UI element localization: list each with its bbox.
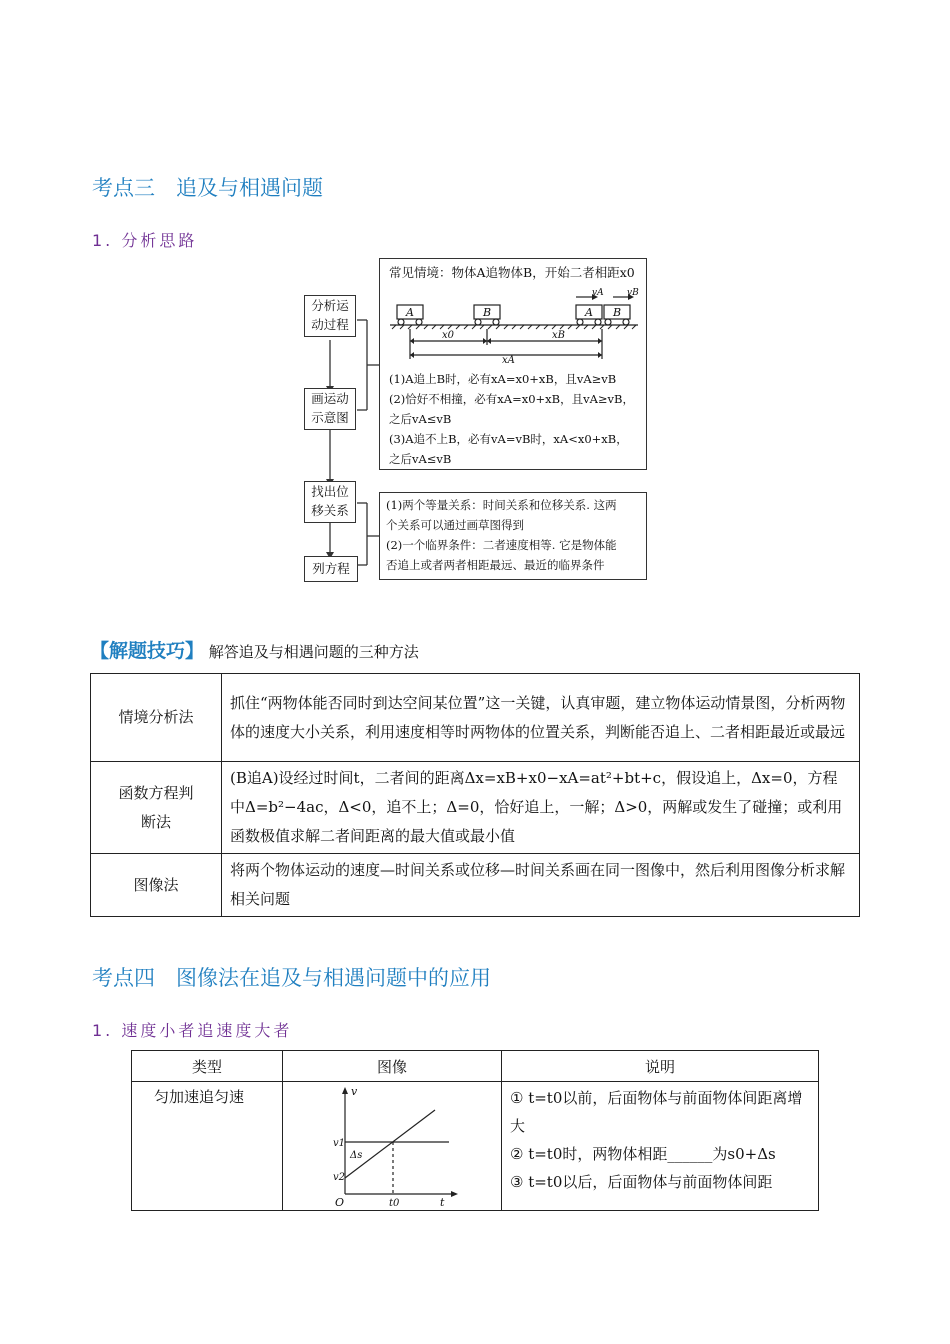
section-title: 考点三 追及与相遇问题 — [92, 176, 323, 200]
relation-line-4: 否追上或者两者相距最远、最近的临界条件 — [386, 558, 605, 572]
method-desc: (B追A)设经过时间t，二者间的距离Δx=xB+x0−xA=at²+bt+c，假设追上，Δx=0，方程中Δ=b²−4ac，Δ<0，追不上；Δ=0，恰好追上，一解；Δ>0，两解或发生了碰撞；或利用函数极值求解二者间距离的最大值或最小值 — [222, 762, 860, 854]
condition-3-cont: 之后vA≤vB — [389, 452, 452, 466]
table-row — [91, 854, 860, 917]
va-label: vA — [592, 288, 604, 298]
v1-label: v1 — [333, 1138, 346, 1149]
car-b2-label: B — [613, 306, 622, 319]
motion-diagram — [380, 285, 646, 363]
flow-step-4 — [304, 556, 358, 582]
v2-label: v2 — [333, 1172, 346, 1183]
note-3: ③ t=t0以后，后面物体与前面物体间距 — [510, 1173, 773, 1191]
table-row — [91, 674, 860, 762]
method-name: 情境分析法 — [91, 674, 222, 762]
condition-2: (2)恰好不相撞，必有xA=x0+xB，且vA≥vB， — [389, 392, 634, 406]
note-2: ② t=t0时，两物体相距______为s0+Δs — [510, 1145, 776, 1163]
graph-table — [131, 1050, 819, 1211]
vt-graph — [283, 1082, 499, 1206]
type-cell: 匀加速追匀速 — [132, 1082, 283, 1211]
method-desc: 抓住“两物体能否同时到达空间某位置”这一关键，认真审题，建立物体运动情景图，分析两物体的速度大小关系，利用速度相等时两物体的位置关系，判断能否追上、二者相距最近或最远 — [222, 674, 860, 762]
axis-t-label: t — [440, 1196, 445, 1206]
t0-label: t0 — [389, 1198, 400, 1206]
tips-text: 解答追及与相遇问题的三种方法 — [208, 643, 419, 661]
condition-list — [389, 369, 634, 469]
flow-step-2-line-2: 示意图 — [311, 410, 349, 425]
note-cell — [502, 1082, 819, 1211]
tips-label: 【解题技巧】 — [90, 640, 205, 662]
table-row — [132, 1082, 819, 1211]
car-b-label: B — [483, 306, 492, 319]
graph-cell — [283, 1082, 502, 1211]
flow-step-1-line-2: 动过程 — [311, 317, 349, 332]
relation-line-3: (2)一个临界条件：二者速度相等. 它是物体能 — [386, 538, 617, 552]
scene-box — [379, 258, 647, 470]
xa-label: xA — [502, 355, 515, 363]
subsection-title: 1. 分析思路 — [92, 231, 198, 250]
section-title: 考点四 图像法在追及与相遇问题中的应用 — [92, 966, 491, 990]
table-row — [91, 762, 860, 854]
car-a2-label: A — [585, 306, 593, 319]
relations-box — [379, 492, 647, 580]
x0-label: x0 — [442, 330, 455, 341]
methods-table — [90, 673, 860, 917]
axis-v-label: v — [351, 1085, 358, 1098]
flow-step-3-line-1: 找出位 — [311, 484, 349, 499]
ds-label: Δs — [350, 1150, 363, 1161]
method-name-text: 函数方程判断法 — [118, 783, 194, 831]
note-1: ① t=t0以前，后面物体与前面物体间距离增大 — [510, 1089, 803, 1135]
flow-step-2 — [304, 388, 356, 430]
condition-3: (3)A追不上B，必有vA=vB时，xA<x0+xB， — [389, 432, 628, 446]
relation-line-2: 个关系可以通过画草图得到 — [386, 518, 524, 532]
header-note: 说明 — [502, 1051, 819, 1082]
subsection-title: 1. 速度小者追速度大者 — [92, 1021, 293, 1040]
header-type: 类型 — [132, 1051, 283, 1082]
condition-1: (1)A追上B时，必有xA=x0+xB，且vA≥vB — [389, 372, 617, 386]
method-name — [91, 762, 222, 854]
header-graph: 图像 — [283, 1051, 502, 1082]
flow-step-3-line-2: 移关系 — [311, 503, 349, 518]
flow-step-4-line-1: 列方程 — [312, 561, 350, 576]
vb-label: vB — [627, 288, 639, 298]
origin-label: O — [335, 1196, 345, 1206]
table-header-row — [132, 1051, 819, 1082]
method-desc: 将两个物体运动的速度—时间关系或位移—时间关系画在同一图像中，然后利用图像分析求解相关问题 — [222, 854, 860, 917]
xb-label: xB — [552, 330, 565, 341]
condition-2-cont: 之后vA≤vB — [389, 412, 452, 426]
tips-heading — [90, 636, 419, 663]
scene-title: 常见情境：物体A追物体B，开始二者相距x0 — [389, 265, 635, 280]
flow-step-1 — [304, 295, 356, 337]
relation-line-1: (1)两个等量关系：时间关系和位移关系. 这两 — [386, 498, 617, 512]
flow-step-3 — [304, 481, 356, 523]
flow-step-1-line-1: 分析运 — [311, 298, 349, 313]
flow-step-2-line-1: 画运动 — [311, 391, 349, 406]
car-a-label: A — [406, 306, 414, 319]
method-name: 图像法 — [91, 854, 222, 917]
